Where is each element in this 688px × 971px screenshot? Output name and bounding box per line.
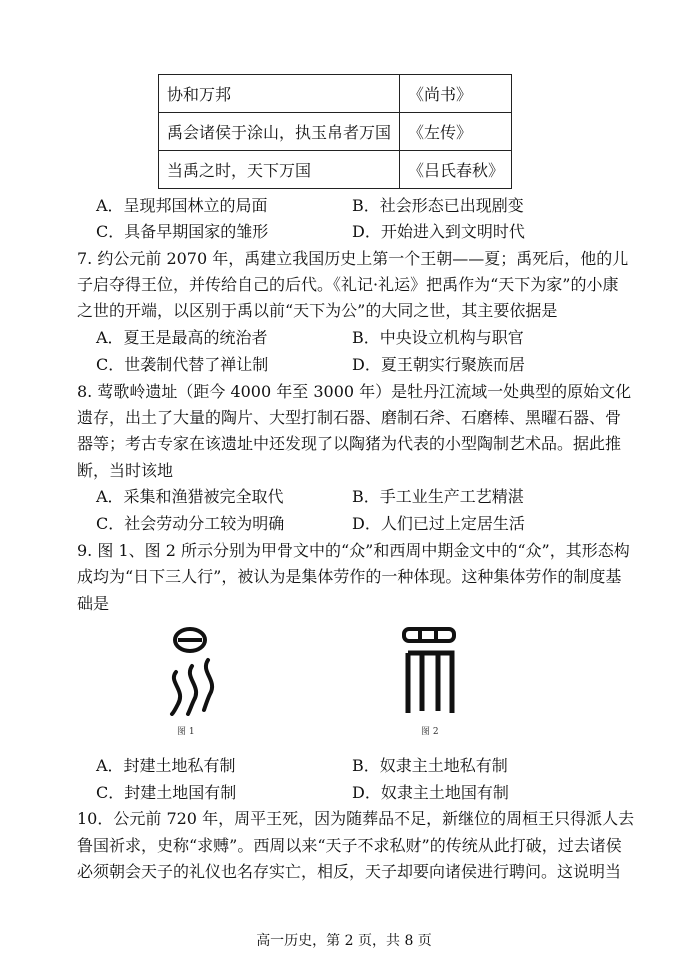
table-cell-quote: 禹会诸侯于涂山，执玉帛者万国 (159, 113, 400, 151)
table-row (159, 151, 512, 189)
q8-stem-line: 8. 莺歌岭遗址（距今 4000 年至 3000 年）是牡丹江流域一处典型的原始文化 (77, 382, 632, 401)
q9-option-d: D．奴隶主土地国有制 (352, 783, 509, 802)
table-cell-source: 《吕氏春秋》 (400, 151, 512, 189)
q8-option-b: B．手工业生产工艺精湛 (352, 487, 524, 506)
table-cell-source: 《左传》 (400, 113, 512, 151)
figure-1-caption: 图 1 (177, 727, 195, 737)
q8-stem-line: 断，当时该地 (77, 461, 174, 480)
table-row (159, 113, 512, 151)
q7-option-b: B．中央设立机构与职官 (352, 328, 524, 347)
q10-stem-line: 鲁国祈求，史称“求赙”。西周以来“天子不求私财”的传统从此打破，过去诸侯 (77, 836, 622, 855)
q8-stem-line: 遗存，出土了大量的陶片、大型打制石器、磨制石斧、石磨棒、黑曜石器、骨 (77, 408, 622, 427)
q6-option-b: B．社会形态已出现剧变 (352, 196, 524, 215)
q9-option-b: B．奴隶主土地私有制 (352, 756, 508, 775)
q6-option-a: A．呈现邦国林立的局面 (96, 196, 268, 215)
q7-option-c: C．世袭制代替了禅让制 (96, 355, 269, 374)
table-cell-quote: 当禹之时，天下万国 (159, 151, 400, 189)
figure-2-bronze-inscription-character (398, 625, 462, 717)
table-row (159, 75, 512, 113)
q9-stem-line: 9. 图 1、图 2 所示分别为甲骨文中的“众”和西周中期金文中的“众”，其形态构 (77, 541, 630, 560)
page-footer: 高一历史，第 2 页，共 8 页 (256, 933, 432, 949)
table-cell-quote: 协和万邦 (159, 75, 400, 113)
source-table (158, 74, 512, 189)
q9-stem-line: 础是 (77, 594, 110, 613)
q9-stem-line: 成均为“日下三人行”，被认为是集体劳作的一种体现。这种集体劳作的制度基 (77, 567, 622, 586)
q7-stem-line: 7. 约公元前 2070 年，禹建立我国历史上第一个王朝——夏；禹死后，他的儿 (77, 249, 629, 268)
q9-option-a: A．封建土地私有制 (96, 756, 236, 775)
q8-option-a: A．采集和渔猎被完全取代 (96, 487, 284, 506)
q10-stem-line: 10．公元前 720 年，周平王死，因为随葬品不足，新继位的周桓王只得派人去 (77, 809, 635, 828)
q7-stem-line: 之世的开端，以区别于禹以前“天下为公”的大同之世，其主要依据是 (77, 301, 558, 320)
q8-stem-line: 器等；考古专家在该遗址中还发现了以陶猪为代表的小型陶制艺术品。据此推 (77, 434, 622, 453)
q6-option-c: C．具备早期国家的雏形 (96, 222, 269, 241)
table-cell-source: 《尚书》 (400, 75, 512, 113)
q8-option-d: D．人们已过上定居生活 (352, 514, 525, 533)
figure-2-caption: 图 2 (421, 727, 439, 737)
figure-1-oracle-bone-character (160, 624, 230, 716)
q7-option-d: D．夏王朝实行聚族而居 (352, 355, 525, 374)
q6-option-d: D．开始进入到文明时代 (352, 222, 525, 241)
q7-option-a: A．夏王是最高的统治者 (96, 328, 268, 347)
q10-stem-line: 必须朝会天子的礼仪也名存实亡，相反，天子却要向诸侯进行聘问。这说明当 (77, 862, 622, 881)
q9-option-c: C．封建土地国有制 (96, 783, 237, 802)
q8-option-c: C．社会劳动分工较为明确 (96, 514, 285, 533)
q7-stem-line: 子启夺得王位，并传给自己的后代。《礼记·礼运》把禹作为“天下为家”的小康 (77, 275, 619, 294)
